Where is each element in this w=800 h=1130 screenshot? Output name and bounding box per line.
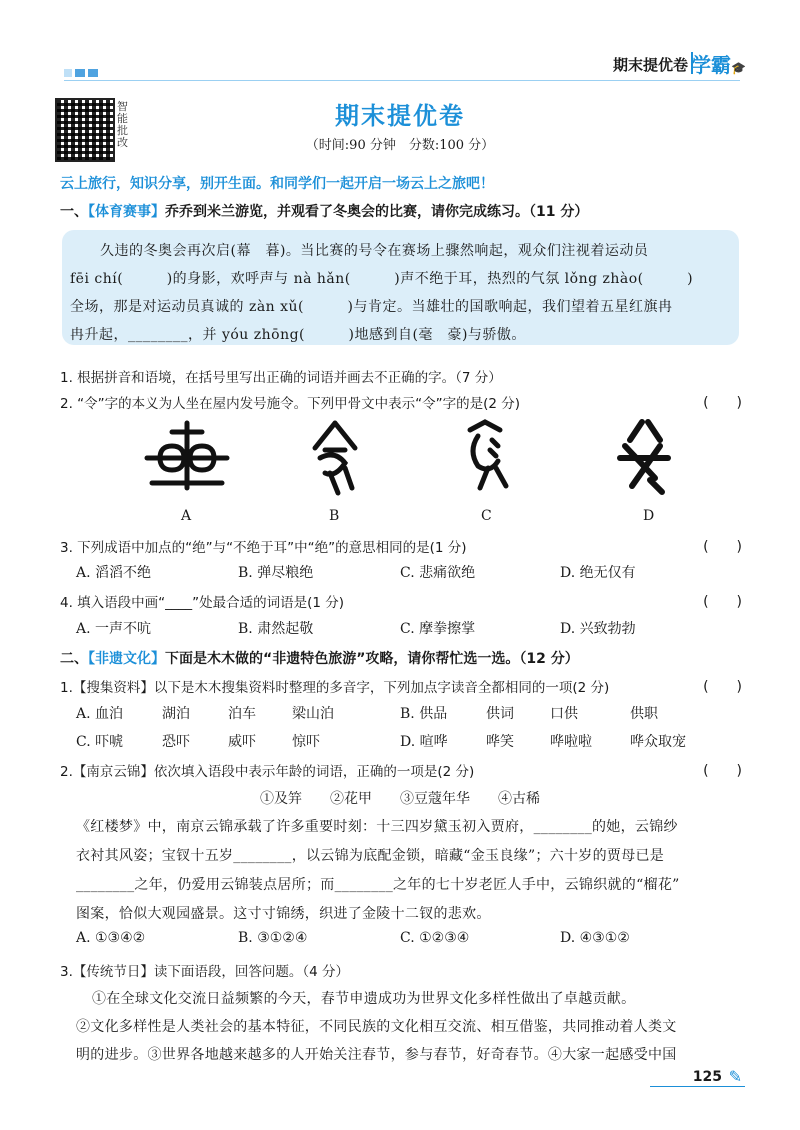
s2-question-3: 3.【传统节日】读下面语段，回答问题。（4 分） (60, 964, 350, 980)
answer-paren[interactable]: ( ) (703, 679, 742, 695)
passage-line: 全场，那是对运动员真诚的 zàn xǔ( )与肯定。当雄壮的国歌响起，我们望着五星红旗冉 (70, 299, 673, 315)
option-word: 哗众取宠 (630, 734, 686, 750)
passage-line: 久违的冬奥会再次启(幕 暮)。当比赛的号令在赛场上骤然响起，观众们注视着运动员 (100, 243, 649, 259)
page-number: 125 (692, 1069, 722, 1085)
option-word: 惊吓 (292, 734, 320, 750)
footer-line (650, 1086, 745, 1087)
option-b[interactable]: B. 弹尽粮绝 (238, 565, 314, 581)
option-word: 梁山泊 (292, 706, 334, 722)
header-title: 期末提优卷 (612, 56, 688, 74)
glyph-label-d: D (643, 508, 655, 524)
glyph-label-c: C (481, 508, 492, 524)
intro-text: 云上旅行，知识分享，别开生面。和同学们一起开启一场云上之旅吧！ (60, 176, 494, 192)
s2-question-1: 1.【搜集资料】以下是木木搜集资料时整理的多音字，下列加点字读音全都相同的一项(2 分) (60, 680, 610, 696)
question-4: 4. 填入语段中画“____”处最合适的词语是(1 分) (60, 595, 345, 611)
option-b[interactable]: B. 供品 (400, 706, 448, 722)
option-a[interactable]: A. 一声不吭 (76, 621, 152, 637)
option-a[interactable]: A. 滔滔不绝 (76, 565, 152, 581)
option-word: 口供 (550, 706, 578, 722)
option-c[interactable]: C. 摩拳擦掌 (400, 621, 476, 637)
paragraph-line: ②文化多样性是人类社会的基本特征，不同民族的文化相互交流、相互借鉴，共同推动着人类文 (76, 1019, 677, 1035)
age-word-choices: ①及笄 ②花甲 ③豆蔻年华 ④古稀 (260, 791, 540, 807)
paragraph-line: ________之年，仍爱用云锦装点居所；而________之年的七十岁老匠人手中，云锦织就的“榴花” (76, 877, 680, 893)
oracle-glyph-a (142, 418, 232, 498)
option-word: 哗笑 (486, 734, 514, 750)
oracle-glyph-c (440, 418, 530, 498)
oracle-glyph-d (600, 418, 690, 498)
option-d[interactable]: D. 兴致勃勃 (560, 621, 636, 637)
passage-line: fēi chí( )的身影，欢呼声与 nà hǎn( )声不绝于耳，热烈的气氛 lǒng zhào( ) (70, 271, 694, 287)
option-c[interactable]: C. 吓唬 (76, 734, 124, 750)
section-1-heading: 一、【体育赛事】乔乔到米兰游览，并观看了冬奥会的比赛，请你完成练习。（11 分） (60, 204, 589, 220)
option-b[interactable]: B. 肃然起敬 (238, 621, 314, 637)
page-subtitle: （时间:90 分钟 分数:100 分） (305, 138, 495, 153)
answer-paren[interactable]: ( ) (703, 539, 742, 555)
option-d[interactable]: D. 绝无仅有 (560, 565, 636, 581)
header-logo: 学霸🎓 (691, 53, 746, 77)
answer-paren[interactable]: ( ) (703, 395, 742, 411)
question-2: 2. “令”字的本义为人坐在屋内发号施令。下列甲骨文中表示“令”字的是(2 分) (60, 396, 521, 412)
option-d[interactable]: D. 喧哗 (400, 734, 448, 750)
page-title: 期末提优卷 (335, 102, 465, 130)
paragraph-line: 衣衬其风姿；宝钗十五岁________，以云锦为底配金锁，暗藏“金玉良缘”；六十岁的贾母已是 (76, 848, 665, 864)
option-word: 湖泊 (162, 706, 190, 722)
qr-label: 智能批改 (117, 100, 128, 149)
question-3: 3. 下列成语中加点的“绝”与“不绝于耳”中“绝”的意思相同的是(1 分) (60, 540, 467, 556)
option-a[interactable]: A. 血泊 (76, 706, 124, 722)
glyph-label-b: B (329, 508, 340, 524)
header-underline (64, 80, 740, 81)
option-word: 威吓 (228, 734, 256, 750)
question-1: 1. 根据拼音和语境，在括号里写出正确的词语并画去不正确的字。（7 分） (60, 370, 502, 386)
option-c[interactable]: C. ①②③④ (400, 930, 470, 946)
option-c[interactable]: C. 悲痛欲绝 (400, 565, 476, 581)
answer-paren[interactable]: ( ) (703, 763, 742, 779)
passage-line: 冉升起，________，并 yóu zhōng( )地感到自(毫 豪)与骄傲。 (70, 327, 526, 343)
option-word: 供词 (486, 706, 514, 722)
option-b[interactable]: B. ③①②④ (238, 930, 308, 946)
option-word: 泊车 (228, 706, 256, 722)
paragraph-line: 明的进步。③世界各地越来越多的人开始关注春节，参与春节，好奇春节。④大家一起感受中国 (76, 1047, 677, 1063)
option-word: 哗啦啦 (550, 734, 592, 750)
paragraph-line: 图案，恰似大观园盛景。这寸寸锦绣，织进了金陵十二钗的悲欢。 (76, 906, 491, 922)
section-2-heading: 二、【非遗文化】下面是木木做的“非遗特色旅游”攻略，请你帮忙选一选。（12 分） (60, 651, 579, 667)
paragraph-line: ①在全球文化交流日益频繁的今天，春节申遗成功为世界文化多样性做出了卓越贡献。 (92, 991, 636, 1007)
header-decoration (64, 62, 101, 81)
option-a[interactable]: A. ①③④② (76, 930, 146, 946)
answer-paren[interactable]: ( ) (703, 594, 742, 610)
paragraph-line: 《红楼梦》中，南京云锦承载了许多重要时刻：十三四岁黛玉初入贾府，________的她，云锦纱 (76, 819, 678, 835)
option-word: 供职 (630, 706, 658, 722)
option-d[interactable]: D. ④③①② (560, 930, 630, 946)
pencil-icon: ✎ (728, 1067, 742, 1086)
s2-question-2: 2.【南京云锦】依次填入语段中表示年龄的词语，正确的一项是(2 分) (60, 764, 475, 780)
glyph-label-a: A (181, 508, 192, 524)
oracle-glyph-b (290, 418, 380, 498)
option-word: 恐吓 (162, 734, 190, 750)
